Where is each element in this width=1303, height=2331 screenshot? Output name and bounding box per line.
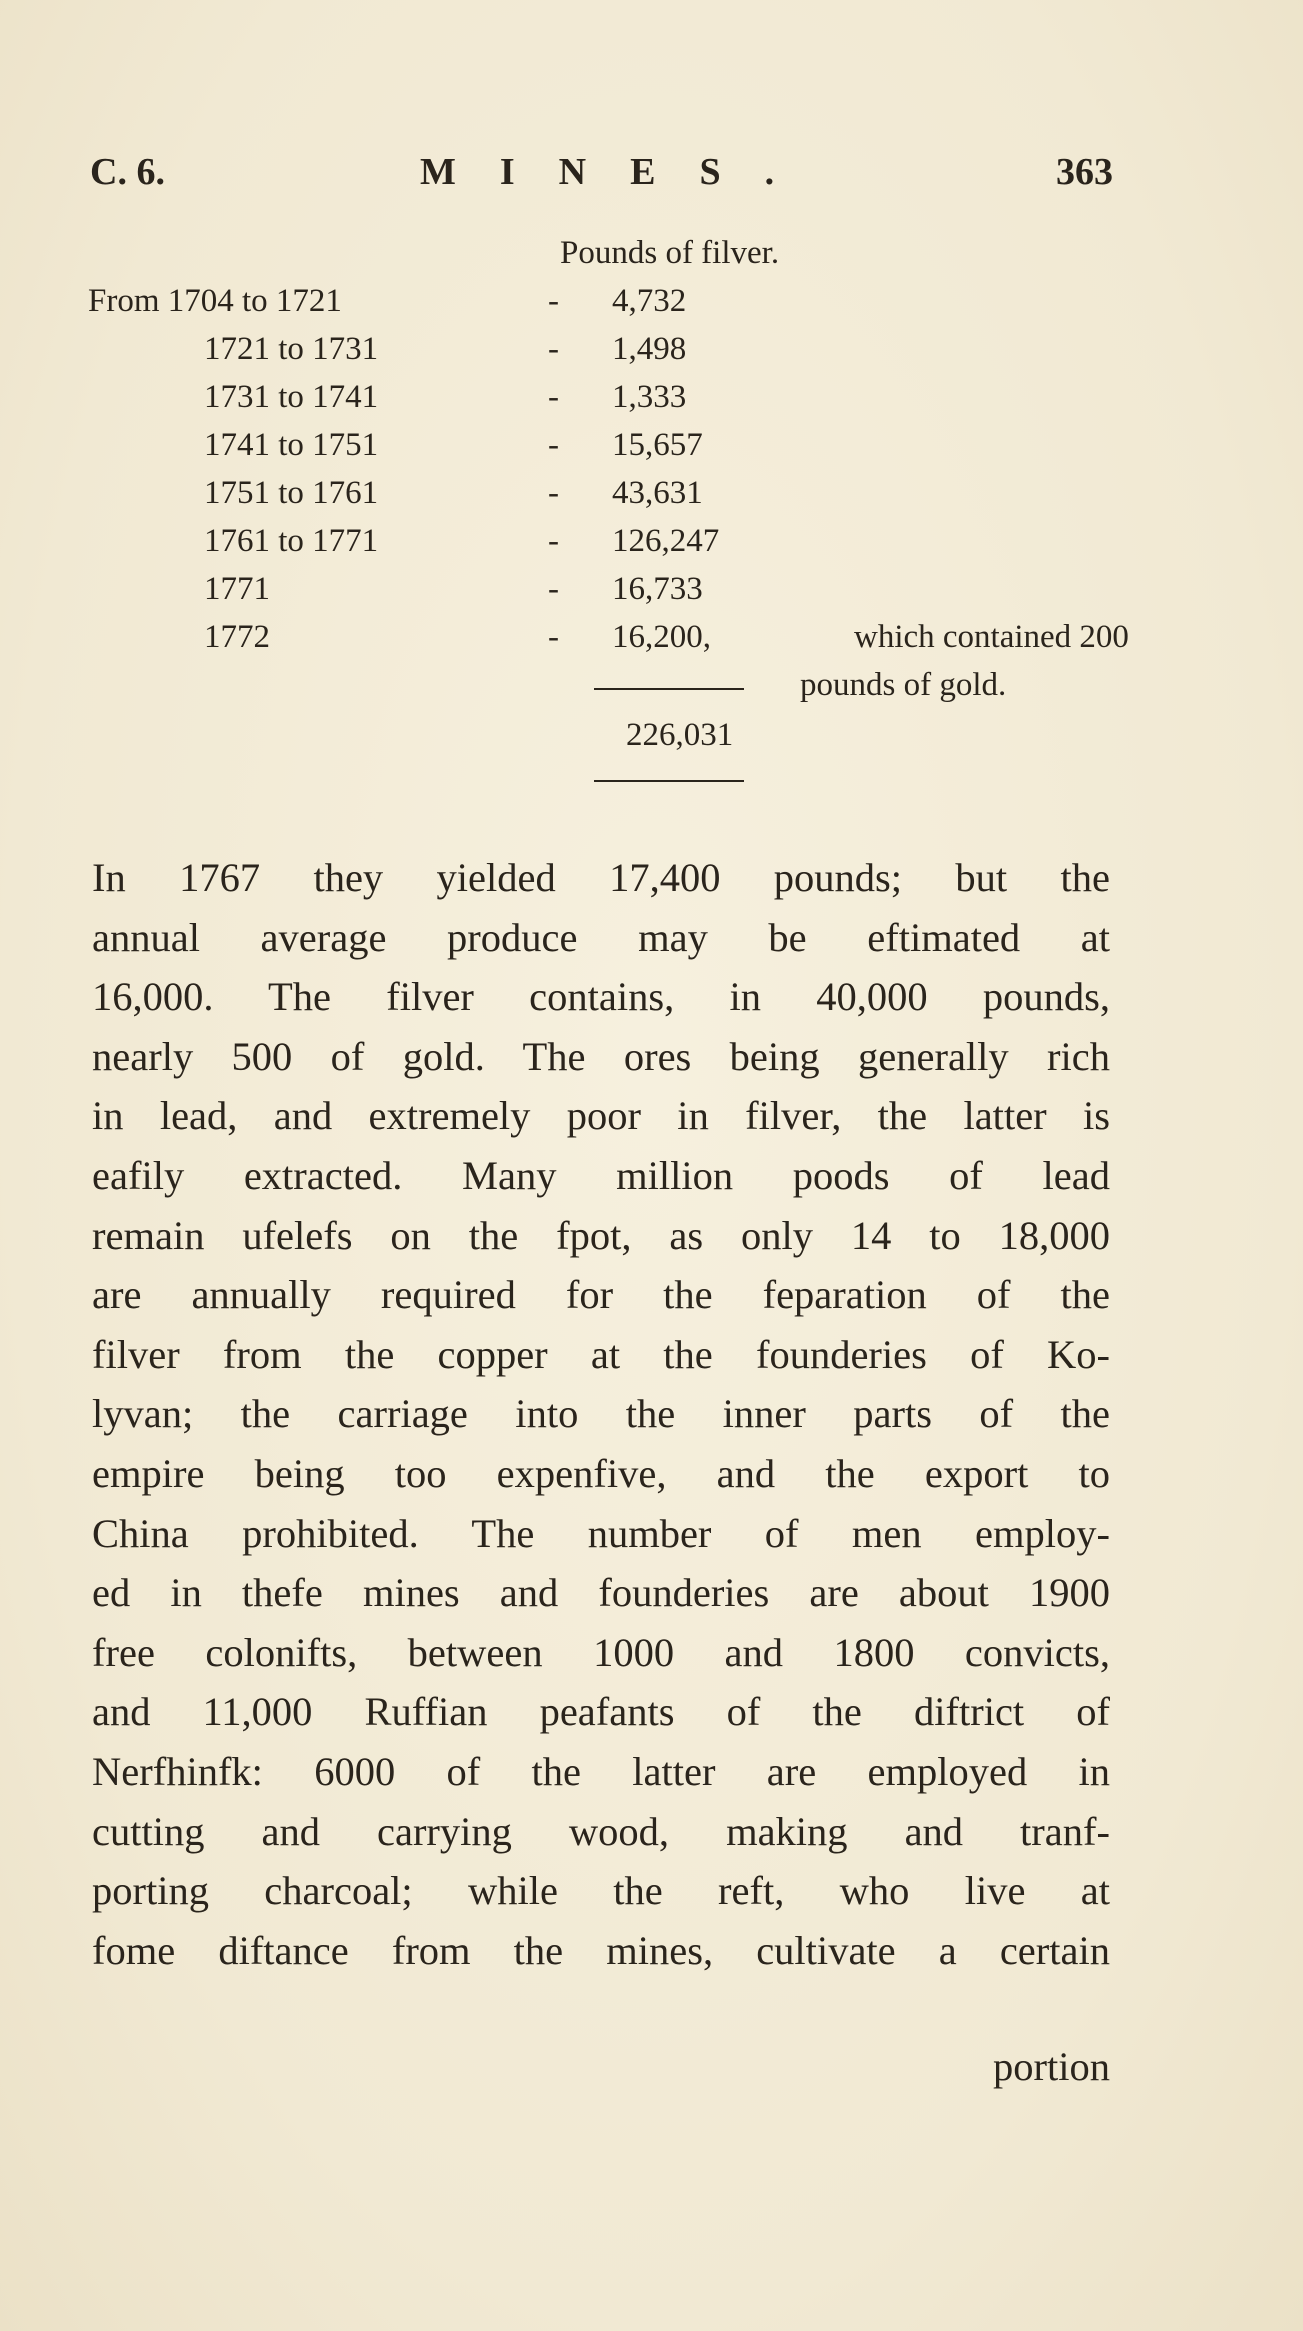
running-title: MINES. <box>420 151 819 193</box>
row-dash: - <box>548 427 559 463</box>
text-line: empire being too expenfive, and the export to <box>92 1450 1110 1496</box>
text-line: filver from the copper at the founderies of Ko- <box>92 1331 1110 1377</box>
text-line: ed in thefe mines and founderies are about 1900 <box>92 1570 1110 1616</box>
row-note: which contained 200 <box>854 619 1129 655</box>
text-line: China prohibited. The number of men employ- <box>92 1510 1110 1556</box>
text-line: lyvan; the carriage into the inner parts of the <box>92 1391 1110 1437</box>
text-line: 16,000. The filver contains, in 40,000 pounds, <box>92 974 1110 1020</box>
row-amount: 1,333 <box>612 379 687 415</box>
row-period: 1772 <box>204 619 270 655</box>
body-paragraph <box>92 848 1110 1980</box>
row-dash: - <box>548 523 559 559</box>
text-line: In 1767 they yielded 17,400 pounds; but the <box>92 855 1110 900</box>
text-line: in lead, and extremely poor in filver, the latter is <box>92 1093 1110 1139</box>
text-line: eafily extracted. Many million poods of lead <box>92 1152 1110 1198</box>
row-period: 1731 to 1741 <box>204 379 379 415</box>
text-line: are annually required for the feparation of the <box>92 1272 1110 1318</box>
closing-rule <box>594 780 744 782</box>
table-row <box>0 283 1303 331</box>
row-amount: 43,631 <box>612 475 703 511</box>
chapter-reference: C. 6. <box>90 151 165 193</box>
row-amount: 16,200, <box>612 619 711 655</box>
table-row <box>0 331 1303 379</box>
row-amount: 4,732 <box>612 283 687 319</box>
table-row <box>0 619 1303 667</box>
table-row <box>0 379 1303 427</box>
row-dash: - <box>548 619 559 655</box>
row-period: 1771 <box>204 571 270 607</box>
text-line: Nerfhinfk: 6000 of the latter are employed in <box>92 1748 1110 1794</box>
row-dash: - <box>548 571 559 607</box>
text-line: nearly 500 of gold. The ores being generally rich <box>92 1033 1110 1079</box>
row-amount: 16,733 <box>612 571 703 607</box>
row-period: 1761 to 1771 <box>204 523 379 559</box>
text-line: free colonifts, between 1000 and 1800 convicts, <box>92 1629 1110 1675</box>
row-period: 1751 to 1761 <box>204 475 379 511</box>
text-line: annual average produce may be eftimated at <box>92 914 1110 960</box>
page-number: 363 <box>1056 151 1113 193</box>
sum-rule <box>594 688 744 690</box>
catchword: portion <box>993 2044 1110 2089</box>
row-period: From 1704 to 1721 <box>88 283 342 319</box>
running-header <box>0 150 1303 200</box>
row-amount: 1,498 <box>612 331 687 367</box>
row-amount: 126,247 <box>612 523 720 559</box>
row-dash: - <box>548 283 559 319</box>
table-row <box>0 475 1303 523</box>
text-line: and 11,000 Ruffian peafants of the diftrict of <box>92 1689 1110 1735</box>
note-continuation: pounds of gold. <box>800 667 1007 703</box>
table-row <box>0 571 1303 619</box>
row-dash: - <box>548 475 559 511</box>
row-period: 1721 to 1731 <box>204 331 379 367</box>
row-dash: - <box>548 379 559 415</box>
column-heading: Pounds of filver. <box>560 235 780 271</box>
text-line: fome diftance from the mines, cultivate a certain <box>92 1927 1110 1973</box>
table-row <box>0 427 1303 475</box>
row-amount: 15,657 <box>612 427 703 463</box>
text-line: cutting and carrying wood, making and tranf- <box>92 1808 1110 1854</box>
row-period: 1741 to 1751 <box>204 427 379 463</box>
table-row <box>0 523 1303 571</box>
text-line: remain ufelefs on the fpot, as only 14 to 18,000 <box>92 1212 1110 1258</box>
table-total: 226,031 <box>626 717 734 753</box>
text-line: porting charcoal; while the reft, who live at <box>92 1868 1110 1914</box>
row-dash: - <box>548 331 559 367</box>
